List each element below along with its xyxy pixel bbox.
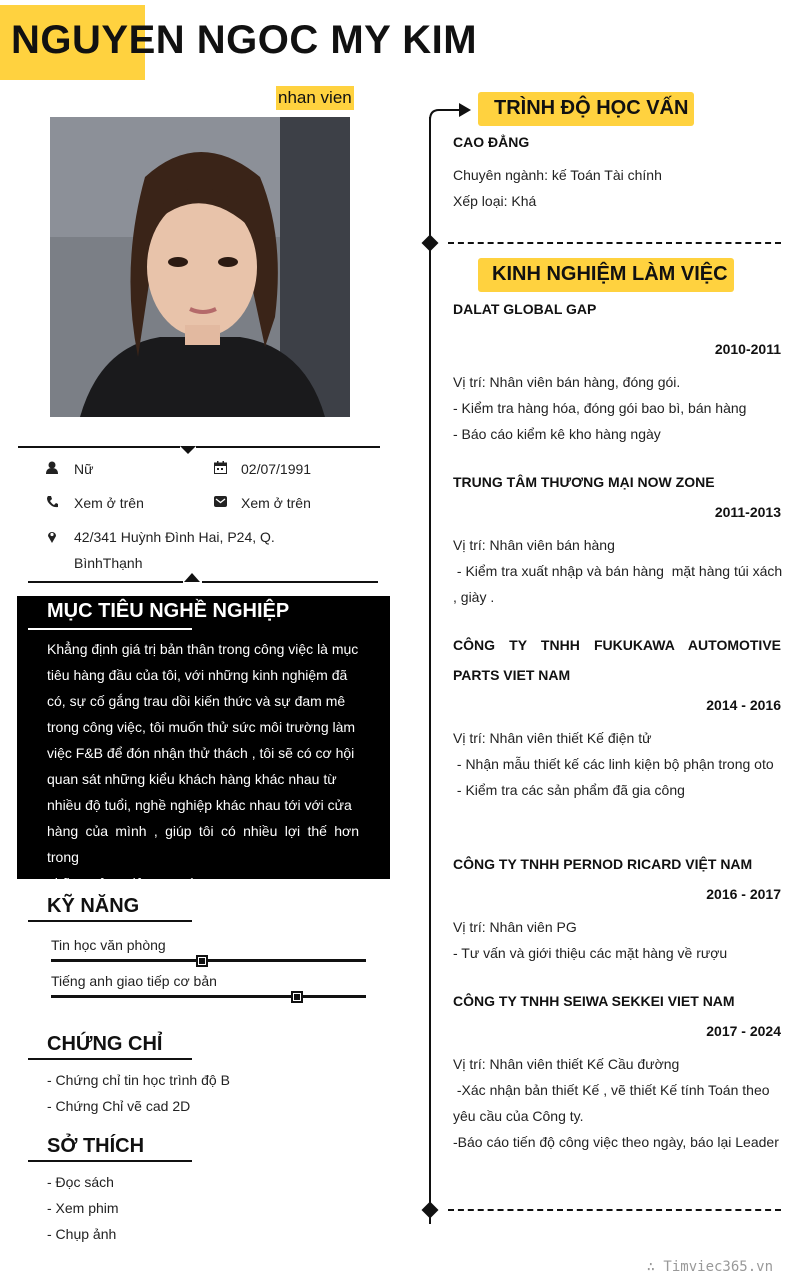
job-line: - Báo cáo kiểm kê kho hàng ngày (453, 426, 661, 442)
objective-line: quan sát những kiểu khách hàng khác nhau từ (47, 771, 337, 787)
job-company: TRUNG TÂM THƯƠNG MẠI NOW ZONE (453, 474, 715, 490)
timeline-diamond (422, 1202, 439, 1219)
job-line: Vị trí: Nhân viên bán hàng (453, 537, 615, 553)
objective-line: những công việc sau này. (47, 875, 207, 891)
info-divider-top-right (196, 446, 380, 448)
job-company: CÔNG TY TNHH PERNOD RICARD VIỆT NAM (453, 856, 753, 872)
objective-line: Khẳng định giá trị bản thân trong công việc là mục (47, 641, 359, 657)
job-period: 2016 - 2017 (706, 886, 781, 902)
hobbies-title: SỞ THÍCH (47, 1135, 145, 1157)
education-school: CAO ĐẲNG (453, 134, 530, 150)
job-company: CÔNG TY TNHH FUKUKAWA AUTOMOTIVE (453, 637, 781, 653)
hobbies-underline (28, 1160, 192, 1162)
skill-label: Tin học văn phòng (51, 937, 166, 953)
arrow-right-icon (429, 100, 473, 122)
job-line: Vị trí: Nhân viên PG (453, 919, 577, 935)
job-line: - Kiểm tra các sản phẩm đã gia công (453, 782, 685, 798)
job-line: Vị trí: Nhân viên thiết Kế điện tử (453, 730, 652, 746)
skill-bar (51, 995, 366, 998)
section-divider (448, 1209, 781, 1211)
gender-value: Nữ (74, 461, 94, 477)
job-company: DALAT GLOBAL GAP (453, 301, 597, 317)
objective-title-underline (28, 628, 192, 630)
hobby-item: - Xem phim (47, 1200, 119, 1216)
education-title: TRÌNH ĐỘ HỌC VẤN (494, 97, 689, 119)
caret-up-icon (184, 573, 200, 582)
birthday-value: 02/07/1991 (241, 461, 312, 477)
job-period: 2010-2011 (714, 341, 781, 357)
certificate-item: - Chứng chỉ tin học trình độ B (47, 1072, 230, 1088)
timeline-line (429, 117, 431, 1224)
hobby-item: - Đọc sách (47, 1174, 114, 1190)
objective-line: nhiều độ tuổi, nghề nghiệp khác nhau tới với cửa (47, 797, 352, 813)
objective-title: MỤC TIÊU NGHỀ NGHIỆP (47, 600, 290, 622)
job-line: -Xác nhận bản thiết Kế , vẽ thiết Kế tính Toán theo (453, 1082, 770, 1098)
job-line: - Kiểm tra hàng hóa, đóng gói bao bì, bán hàng (453, 400, 747, 416)
objective-line: việc F&B để đón nhận thử thách , tôi sẽ có cơ hội (47, 745, 355, 761)
skill-label: Tiếng anh giao tiếp cơ bản (51, 973, 217, 989)
job-period: 2011-2013 (714, 504, 781, 520)
job-period: 2014 - 2016 (706, 697, 781, 713)
phone-icon (46, 495, 58, 508)
location-icon (47, 530, 57, 543)
objective-line: trong công việc, tôi muốn thử sức môi trường làm (47, 719, 356, 735)
job-line: Vị trí: Nhân viên bán hàng, đóng gói. (453, 374, 681, 390)
experience-title: KINH NGHIỆM LÀM VIỆC (492, 263, 728, 285)
job-line: - Nhận mẫu thiết kế các linh kiện bộ phận trong oto (453, 756, 774, 772)
job-line: - Tư vấn và giới thiệu các mặt hàng về rượu (453, 945, 728, 961)
job-company: PARTS VIET NAM (453, 667, 571, 683)
job-period: 2017 - 2024 (706, 1023, 781, 1039)
skills-underline (28, 920, 192, 922)
email-value: Xem ở trên (241, 495, 311, 511)
caret-down-icon (180, 446, 196, 455)
hobby-item: - Chụp ảnh (47, 1226, 117, 1242)
skill-bar (51, 959, 366, 962)
candidate-name: NGUYEN NGOC MY KIM (11, 18, 478, 62)
job-line: -Báo cáo tiến độ công việc theo ngày, báo lại Leader (453, 1134, 779, 1150)
skill-level-knob (291, 991, 303, 1003)
objective-line: hàng của mình , giúp tôi có nhiều lợi thế hơn trong (47, 823, 359, 865)
job-position: nhan vien (276, 86, 354, 110)
education-major: Chuyên ngành: kế Toán Tài chính (453, 167, 662, 183)
info-divider-bottom-right (202, 581, 378, 583)
address-line-1: 42/341 Huỳnh Đình Hai, P24, Q. (74, 529, 275, 545)
phone-value: Xem ở trên (74, 495, 144, 511)
info-divider-top-left (18, 446, 180, 448)
job-line: , giày . (453, 589, 495, 605)
job-line: - Kiểm tra xuất nhập và bán hàng mặt hàng túi xách (453, 563, 783, 579)
skills-title: KỸ NĂNG (47, 895, 140, 917)
address-line-2: BìnhThạnh (74, 555, 143, 571)
certificates-title: CHỨNG CHỈ (47, 1033, 163, 1055)
info-divider-bottom-left (28, 581, 183, 583)
user-icon (46, 461, 58, 474)
objective-line: tiêu hàng đầu của tôi, với những kinh nghiệm đã (47, 667, 348, 683)
calendar-icon (214, 461, 227, 474)
certificate-item: - Chứng Chỉ vẽ cad 2D (47, 1098, 191, 1114)
objective-line: có, sự cố gắng trau dồi kiến thức và sự đam mê (47, 693, 346, 709)
section-divider (448, 242, 781, 244)
timeline-diamond (422, 235, 439, 252)
skill-level-knob (196, 955, 208, 967)
profile-photo (50, 117, 350, 417)
job-company: CÔNG TY TNHH SEIWA SEKKEI VIET NAM (453, 993, 735, 1009)
objective-text (47, 636, 359, 896)
certificates-underline (28, 1058, 192, 1060)
email-icon (214, 495, 227, 508)
job-line: yêu cầu của Công ty. (453, 1108, 584, 1124)
job-line: Vị trí: Nhân viên thiết Kế Cầu đường (453, 1056, 680, 1072)
watermark: ∴ Timviec365.vn (646, 1259, 773, 1275)
education-grade: Xếp loại: Khá (453, 193, 537, 209)
